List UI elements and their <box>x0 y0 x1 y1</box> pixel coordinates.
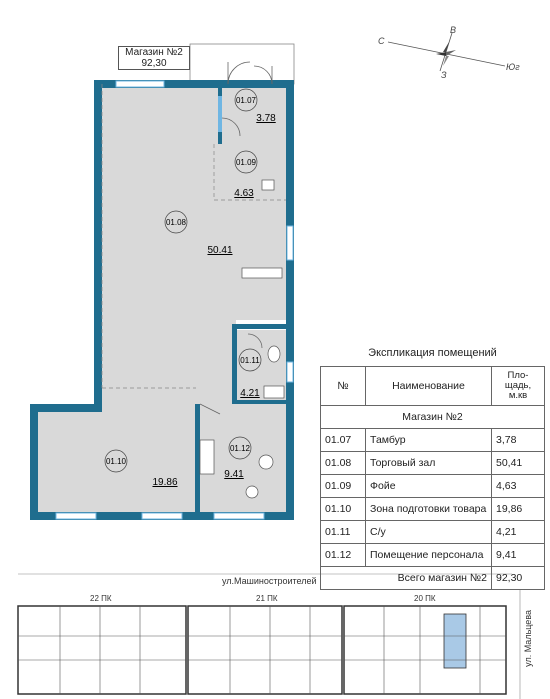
section-label-21: 21 ПК <box>256 594 278 603</box>
row-area: 3,78 <box>492 429 545 452</box>
room-area-0110: 19.86 <box>152 477 178 488</box>
header-name: Наименование <box>366 367 492 406</box>
explication-title: Экспликация помещений <box>368 347 497 359</box>
compass-east-label: Юг <box>506 62 520 72</box>
row-name: Зона подготовки товара <box>366 498 492 521</box>
row-area: 9,41 <box>492 544 545 567</box>
section-label: Магазин №2 <box>321 406 545 429</box>
row-name: Тамбур <box>366 429 492 452</box>
section-label-20: 20 ПК <box>414 594 436 603</box>
table-row <box>321 498 545 521</box>
total-label: Всего магазин №2 <box>321 567 492 590</box>
floor-fill <box>38 84 290 512</box>
room-area-0108: 50.41 <box>207 245 233 256</box>
row-name: Помещение персонала <box>366 544 492 567</box>
table-row <box>321 452 545 475</box>
explication-table <box>320 366 545 590</box>
room-area-0107: 3.78 <box>256 113 276 124</box>
compass-south-label: З <box>441 70 447 80</box>
row-area: 19,86 <box>492 498 545 521</box>
room-id-0110: 01.10 <box>105 457 127 466</box>
row-name: С/у <box>366 521 492 544</box>
row-num: 01.08 <box>321 452 366 475</box>
row-num: 01.12 <box>321 544 366 567</box>
tambour-glass <box>218 96 222 132</box>
room-id-0107: 01.07 <box>235 96 257 105</box>
header-num: № <box>321 367 366 406</box>
room-id-0109: 01.09 <box>235 158 257 167</box>
compass-rose <box>388 33 505 71</box>
table-row <box>321 544 545 567</box>
row-name: Торговый зал <box>366 452 492 475</box>
section-label-22: 22 ПК <box>90 594 112 603</box>
table-row <box>321 429 545 452</box>
room-id-0108: 01.08 <box>165 218 187 227</box>
shop-name: Магазин №2 <box>125 47 183 58</box>
shop-title-box <box>118 46 190 70</box>
row-num: 01.07 <box>321 429 366 452</box>
row-area: 4,63 <box>492 475 545 498</box>
key-plan <box>18 574 520 699</box>
table-header-row <box>321 367 545 406</box>
table-row <box>321 521 545 544</box>
room-id-0112: 01.12 <box>229 444 251 453</box>
shop-area: 92,30 <box>141 58 167 69</box>
row-area: 50,41 <box>492 452 545 475</box>
row-area: 4,21 <box>492 521 545 544</box>
room-area-0112: 9.41 <box>224 469 244 480</box>
room-area-0109: 4.63 <box>234 188 254 199</box>
row-num: 01.09 <box>321 475 366 498</box>
total-value: 92,30 <box>492 567 545 590</box>
table-section-row <box>321 406 545 429</box>
row-num: 01.10 <box>321 498 366 521</box>
compass-north-label: В <box>450 25 457 35</box>
street-top-label: ул.Машиностроителей <box>222 576 317 586</box>
room-area-0111: 4.21 <box>240 388 260 399</box>
street-right-label: ул. Мальцева <box>523 610 533 667</box>
room-id-0111: 01.11 <box>240 356 260 365</box>
table-total-row <box>321 567 545 590</box>
compass-west-label: С <box>378 36 385 46</box>
row-name: Фойе <box>366 475 492 498</box>
header-area: Пло- щадь, м.кв <box>492 367 545 406</box>
row-num: 01.11 <box>321 521 366 544</box>
table-row <box>321 475 545 498</box>
